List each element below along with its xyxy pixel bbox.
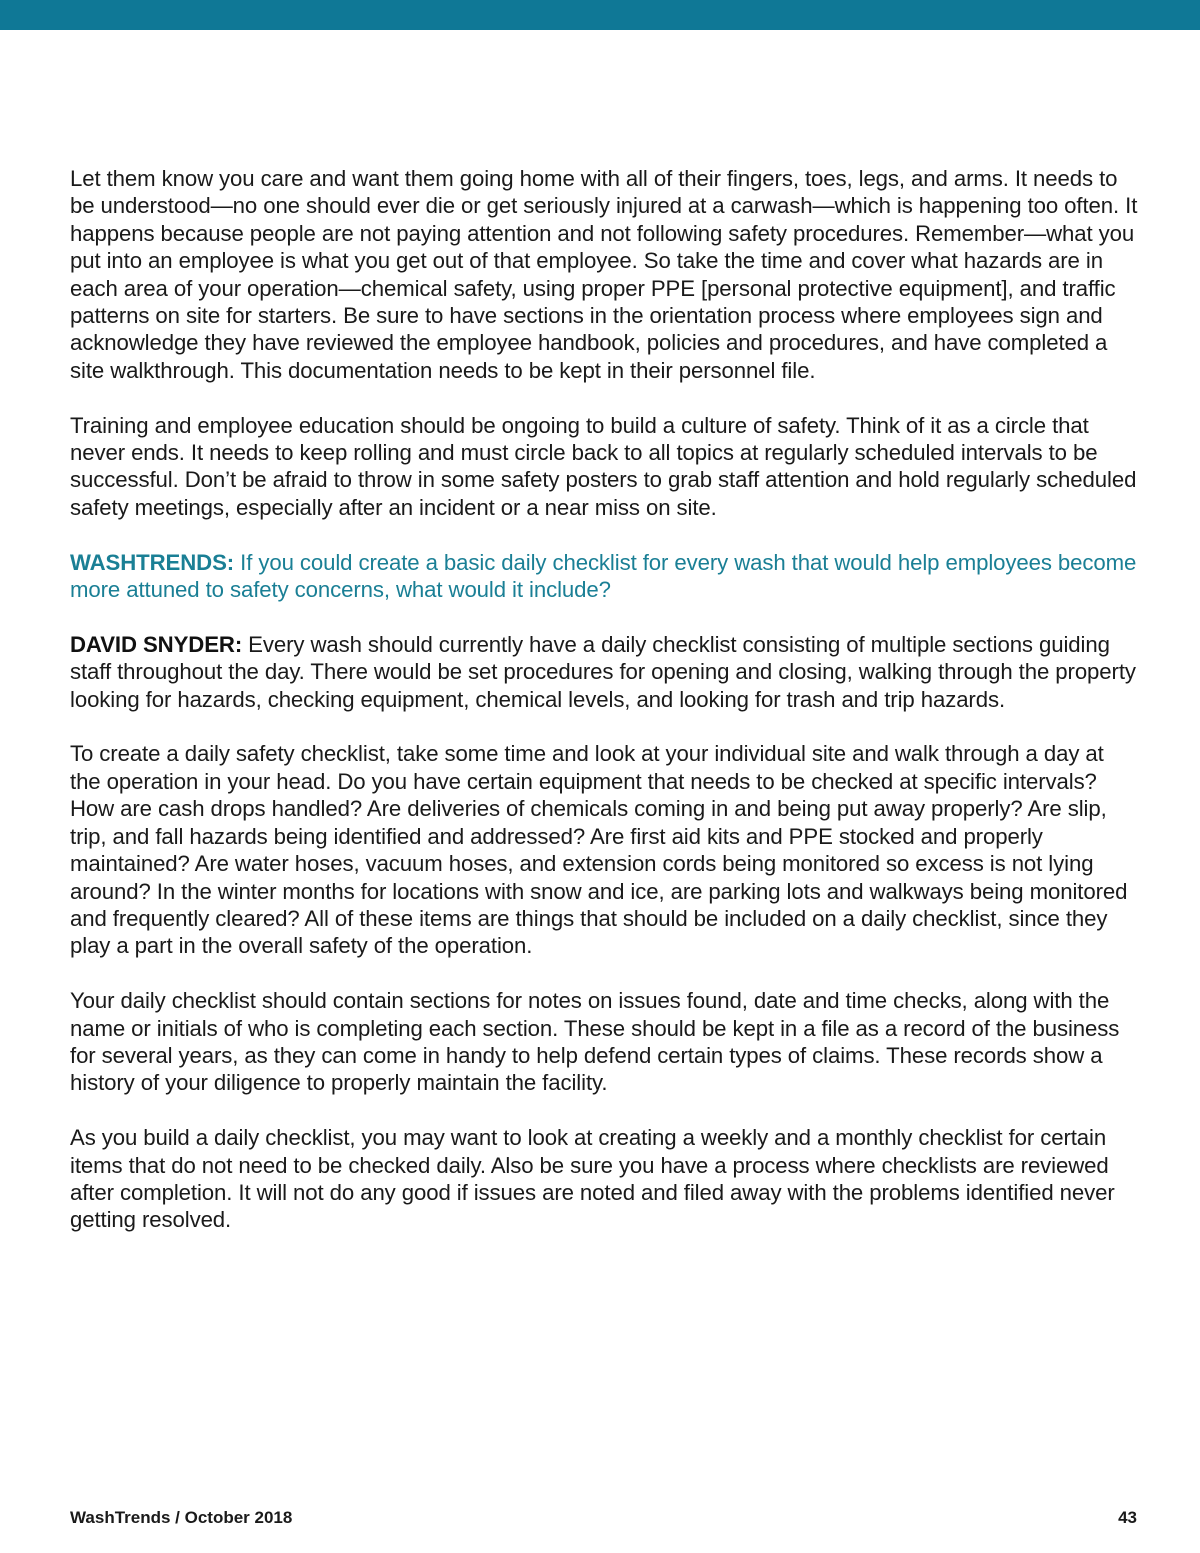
paragraph-1: Let them know you care and want them going home with all of their fingers, toes, legs, and arms. It needs to be understood—no one should ever die or get seriously injured at a carwash—which is happening too often. It happens because people are not paying attention and not following safety procedures. Remember—what you put into an employee is what you get out of that employee. So take the time and cover what hazards are in each area of your operation—chemical safety, using proper PPE [personal protective equipment], and traffic patterns on site for starters. Be sure to have sections in the orientation process where employees sign and acknowledge they have reviewed the employee handbook, policies and procedures, and have completed a site walkthrough. This documentation needs to be kept in their personnel file. bbox=[70, 166, 1138, 383]
paragraph-2: Training and employee education should be ongoing to build a culture of safety. Think of it as a circle that never ends. It needs to keep rolling and must circle back to all topics at regularly scheduled intervals to be successful. Don’t be afraid to throw in some safety posters to grab staff attention and hold regularly scheduled safety meetings, especially after an incident or a near miss on site. bbox=[70, 412, 1137, 520]
answer-label: DAVID SNYDER: bbox=[70, 631, 243, 657]
page-footer bbox=[70, 1508, 1137, 1530]
interview-question bbox=[70, 549, 1140, 604]
interview-answer bbox=[70, 631, 1140, 713]
header-accent-bar bbox=[0, 0, 1200, 30]
question-label: WASHTRENDS: bbox=[70, 549, 235, 575]
footer-publication: WashTrends / October 2018 bbox=[70, 1508, 293, 1527]
question-text: If you could create a basic daily checklist for every wash that would help employees become more attuned to safety concerns, what would it include? bbox=[70, 549, 1137, 603]
article-body bbox=[70, 165, 1140, 1261]
answer-text: Every wash should currently have a daily checklist consisting of multiple sections guiding staff throughout the day. There would be set procedures for opening and closing, walking through the property looking for hazards, checking equipment, chemical levels, and looking for trash and trip hazards. bbox=[70, 631, 1136, 712]
paragraph-6: Your daily checklist should contain sections for notes on issues found, date and time checks, along with the name or initials of who is completing each section. These should be kept in a file as a record of the business for several years, as they can come in handy to help defend certain types of claims. These records show a history of your diligence to properly maintain the facility. bbox=[70, 988, 1120, 1096]
paragraph-7: As you build a daily checklist, you may want to look at creating a weekly and a monthly checklist for certain items that do not need to be checked daily. Also be sure you have a process where checklists are reviewed after completion. It will not do any good if issues are noted and filed away with the problems identified never getting resolved. bbox=[70, 1125, 1115, 1233]
footer-page-number: 43 bbox=[1118, 1508, 1137, 1527]
paragraph-5: To create a daily safety checklist, take some time and look at your individual site and walk through a day at the operation in your head. Do you have certain equipment that needs to be checked at specific intervals? How are cash drops handled? Are deliveries of chemicals coming in and being put away properly? Are slip, trip, and fall hazards being identified and addressed? Are first aid kits and PPE stocked and properly maintained? Are water hoses, vacuum hoses, and extension cords being monitored so excess is not lying around? In the winter months for locations with snow and ice, are parking lots and walkways being monitored and frequently cleared? All of these items are things that should be included on a daily checklist, since they play a part in the overall safety of the operation. bbox=[70, 741, 1128, 959]
